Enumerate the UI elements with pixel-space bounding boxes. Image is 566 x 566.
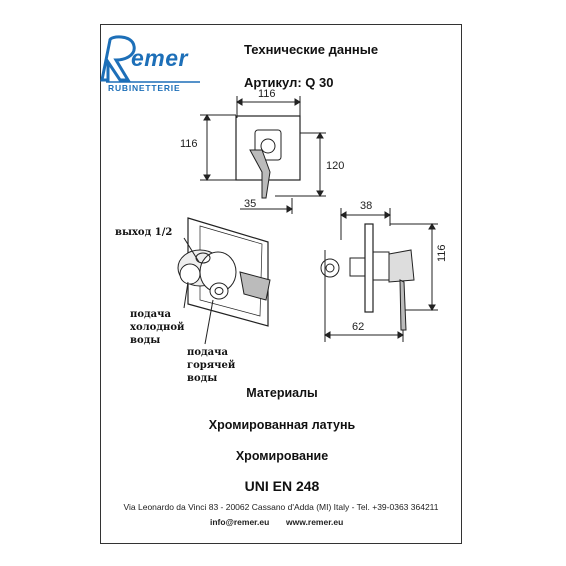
callout-hot-line-3: воды <box>187 373 218 384</box>
callout-cold-water <box>130 308 184 347</box>
callout-cold-line-2: холодной <box>130 322 185 333</box>
footer-address: Via Leonardo da Vinci 83 - 20062 Cassano d'Adda (MI) Italy - Tel. +39-0363 364211 <box>123 502 439 512</box>
finish-value: Хромирование <box>235 449 329 463</box>
callout-cold-line-3: воды <box>130 335 161 346</box>
callout-hot-water <box>187 346 235 385</box>
dim-front-width: 116 <box>258 88 276 100</box>
materials-heading: Материалы <box>246 386 318 400</box>
dim-side-depth: 38 <box>360 200 373 212</box>
page-title: Технические данные <box>244 42 379 57</box>
dim-front-right-height: 120 <box>326 160 345 172</box>
callout-hot-line-1: подача <box>187 347 228 358</box>
callout-cold-line-1: подача <box>130 309 171 320</box>
material-value: Хромированная латунь <box>208 418 356 432</box>
dim-front-height: 116 <box>180 138 198 150</box>
article-number: Артикул: Q 30 <box>244 75 334 90</box>
footer-email[interactable]: info@remer.eu <box>210 517 270 527</box>
footer-website[interactable]: www.remer.eu <box>286 517 344 527</box>
callout-hot-line-2: горячей <box>187 360 236 371</box>
logo-brand: emer <box>131 45 188 71</box>
dim-side-total-depth: 62 <box>352 321 365 333</box>
logo-subtitle: RUBINETTERIE <box>108 83 181 93</box>
standard-value: UNI EN 248 <box>244 478 320 494</box>
callout-outlet: выход 1/2 <box>115 227 173 238</box>
dim-side-height: 116 <box>436 244 448 262</box>
dim-front-offset: 35 <box>244 198 257 210</box>
